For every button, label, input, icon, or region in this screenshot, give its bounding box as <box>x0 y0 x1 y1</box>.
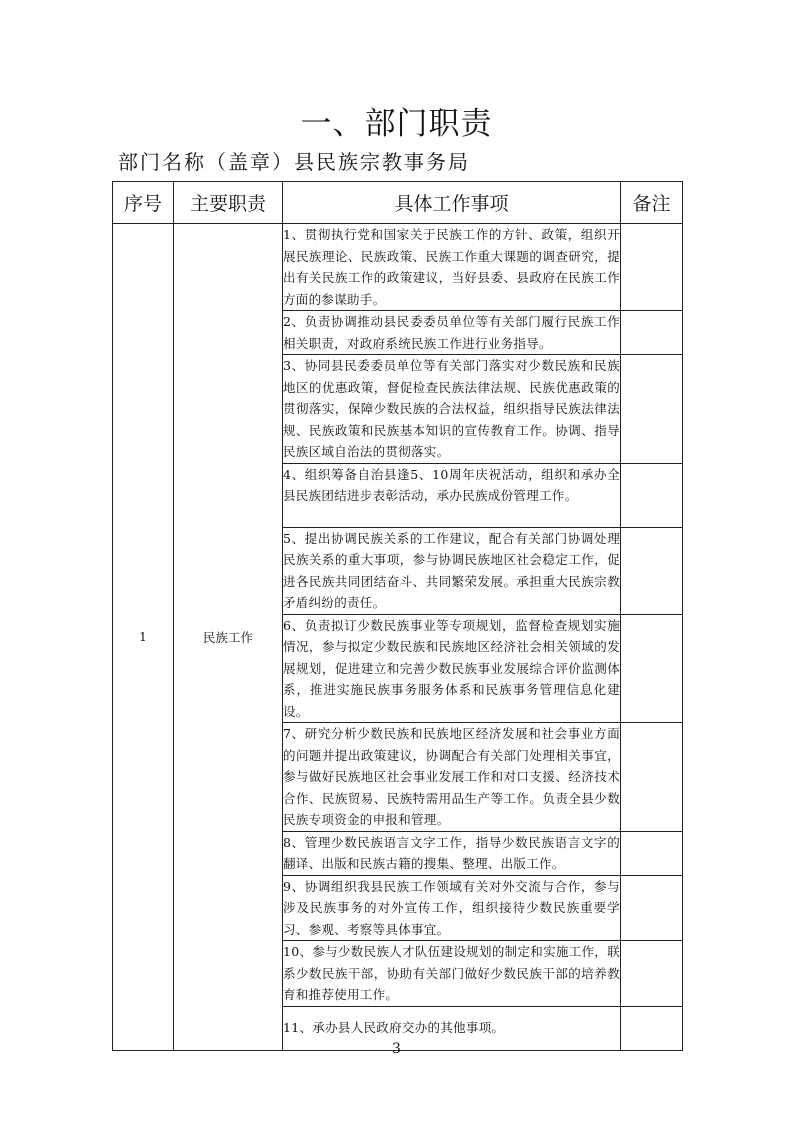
remark-cell <box>621 224 683 311</box>
remark-cell <box>621 463 683 527</box>
department-label: 部门名称（盖章）县民族宗教事务局 <box>118 150 470 174</box>
work-item: 11、承办县人民政府交办的其他事项。 <box>283 1006 621 1050</box>
remark-cell <box>621 875 683 941</box>
work-item: 9、协调组织我县民族工作领域有关对外交流与合作，参与涉及民族事务的对外宣传工作，组织接待少数民族重要学习、参观、考察等具体事宜。 <box>283 875 621 941</box>
remark-cell <box>621 831 683 875</box>
work-item: 8、管理少数民族语言文字工作，指导少数民族语言文字的翻译、出版和民族古籍的搜集、整理、出版工作。 <box>283 831 621 875</box>
remark-cell <box>621 723 683 832</box>
header-remarks: 备注 <box>621 182 683 224</box>
duties-table <box>112 181 683 1051</box>
work-item: 7、研究分析少数民族和民族地区经济发展和社会事业方面的问题并提出政策建议，协调配合有关部门处理相关事宜，参与做好民族地区社会事业发展工作和对口支援、经济技术合作、民族贸易、民族特需用品生产等工作。负责全县少数民族专项资金的申报和管理。 <box>283 723 621 832</box>
remark-cell <box>621 614 683 723</box>
work-item: 3、协同县民委委员单位等有关部门落实对少数民族和民族地区的优惠政策，督促检查民族法律法规、民族优惠政策的贯彻落实，保障少数民族的合法权益，组织指导民族法律法规、民族政策和民族基本知识的宣传教育工作。协调、指导民族区域自治法的贯彻落实。 <box>283 355 621 464</box>
work-item: 1、贯彻执行党和国家关于民族工作的方针、政策，组织开展民族理论、民族政策、民族工作重大课题的调查研究，提出有关民族工作的政策建议，当好县委、县政府在民族工作方面的参谋助手。 <box>283 224 621 311</box>
seq-cell: 1 <box>113 224 174 1051</box>
work-item: 2、负责协调推动县民委委员单位等有关部门履行民族工作相关职责，对政府系统民族工作进行业务指导。 <box>283 311 621 355</box>
header-main-duty: 主要职责 <box>174 182 283 224</box>
remark-cell <box>621 527 683 614</box>
work-item: 5、提出协调民族关系的工作建议，配合有关部门协调处理民族关系的重大事项，参与协调民族地区社会稳定工作，促进各民族共同团结奋斗、共同繁荣发展。承担重大民族宗教矛盾纠纷的责任。 <box>283 527 621 614</box>
main-duty-cell: 民族工作 <box>174 224 283 1051</box>
header-work-items: 具体工作事项 <box>283 182 621 224</box>
page-title: 一、部门职责 <box>300 106 493 142</box>
work-item: 10、参与少数民族人才队伍建设规划的制定和实施工作，联系少数民族干部，协助有关部门做好少数民族干部的培养教育和推荐使用工作。 <box>283 941 621 1007</box>
header-seq: 序号 <box>113 182 174 224</box>
remark-cell <box>621 311 683 355</box>
remark-cell <box>621 355 683 464</box>
table-row <box>113 224 683 311</box>
table-header-row <box>113 182 683 224</box>
work-item: 4、组织筹备自治县逢5、10周年庆祝活动，组织和承办全县民族团结进步表彰活动，承办民族成份管理工作。 <box>283 463 621 527</box>
work-item: 6、负责拟订少数民族事业等专项规划，监督检查规划实施情况，参与拟定少数民族和民族地区经济社会相关领域的发展规划，促进建立和完善少数民族事业发展综合评价监测体系，推进实施民族事务服务体系和民族事务管理信息化建设。 <box>283 614 621 723</box>
page-number: 3 <box>392 1041 401 1057</box>
remark-cell <box>621 941 683 1007</box>
